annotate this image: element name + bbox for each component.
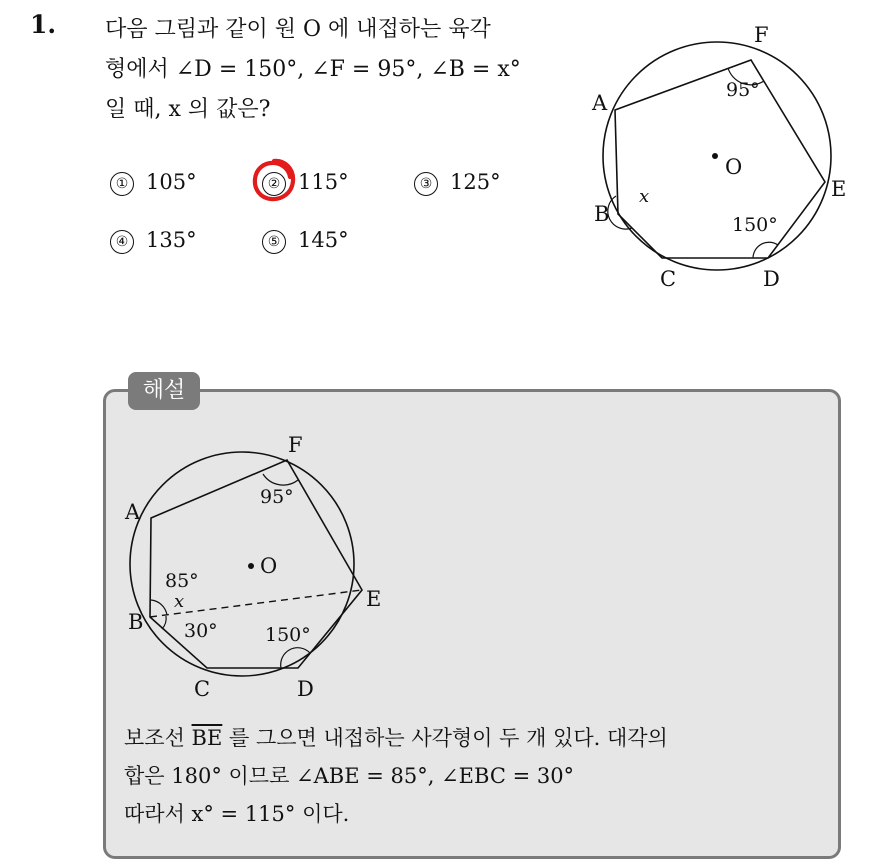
solution-angle-ebc-arc	[162, 616, 166, 629]
solution-circle-o	[130, 452, 354, 676]
choice-4-number: ④	[110, 230, 134, 254]
solution-angle-d-label: 150°	[265, 624, 311, 646]
solution-line-3: 따라서 x° = 115° 이다.	[124, 802, 350, 826]
choice-5[interactable]	[262, 228, 349, 254]
solution-vertex-b-label: B	[128, 610, 144, 634]
vertex-f-label: F	[754, 23, 769, 47]
solution-center-point	[248, 563, 254, 569]
solution-tab: 해설	[128, 372, 200, 410]
hexagon	[615, 60, 825, 258]
solution-angle-f-arc	[263, 474, 298, 485]
solution-line-1-prefix: 보조선	[124, 726, 185, 750]
solution-vertex-f-label: F	[288, 433, 303, 457]
solution-line-1-suffix: 를 그으면 내접하는 사각형이 두 개 있다. 대각의	[229, 726, 668, 750]
vertex-c-label: C	[660, 267, 677, 291]
vertex-e-label: E	[831, 177, 847, 201]
answer-mark-icon	[249, 155, 299, 205]
solution-angle-abe-label: 85°	[165, 570, 199, 592]
solution-hexagon	[150, 460, 362, 668]
choice-1[interactable]	[110, 170, 197, 196]
angle-d-label: 150°	[732, 214, 778, 236]
solution-vertex-e-label: E	[366, 587, 382, 611]
choice-4[interactable]	[110, 228, 197, 254]
solution-angle-f-label: 95°	[260, 486, 294, 508]
choice-5-number: ⑤	[262, 230, 286, 254]
choice-3[interactable]	[414, 170, 501, 196]
solution-line-1	[124, 722, 668, 752]
solution-vertex-d-label: D	[297, 677, 314, 701]
angle-f-label: 95°	[726, 79, 760, 101]
solution-angle-abe-arc	[151, 600, 167, 615]
choice-4-value: 135°	[146, 228, 197, 252]
segment-be: $\overline{BE}$	[191, 726, 223, 750]
solution-vertex-a-label: A	[125, 500, 141, 524]
solution-line-2: 합은 180° 이므로 ∠ABE = 85°, ∠EBC = 30°	[124, 764, 575, 788]
solution-figure	[118, 430, 408, 708]
solution-vertex-c-label: C	[194, 677, 211, 701]
choice-1-number: ①	[110, 172, 134, 196]
center-label: O	[725, 155, 743, 179]
vertex-d-label: D	[763, 267, 780, 291]
vertex-a-label: A	[592, 91, 608, 115]
solution-angle-x-label: x	[174, 591, 185, 612]
choice-1-value: 105°	[146, 170, 197, 194]
angle-b-label: x	[639, 186, 650, 207]
question-figure	[585, 18, 875, 298]
solution-center-label: O	[260, 554, 278, 578]
center-point	[712, 153, 718, 159]
choice-2-value: 115°	[298, 170, 349, 194]
question-number: 1.	[30, 10, 57, 39]
question-text-line-3: 일 때, x 의 값은?	[105, 97, 271, 122]
choice-3-value: 125°	[450, 170, 501, 194]
vertex-b-label: B	[594, 202, 610, 226]
choice-2-number: ②	[262, 172, 286, 196]
solution-angle-ebc-label: 30°	[184, 620, 218, 642]
choice-5-value: 145°	[298, 228, 349, 252]
choice-3-number: ③	[414, 172, 438, 196]
question-text-line-1: 다음 그림과 같이 원 O 에 내접하는 육각	[105, 17, 491, 42]
question-text-line-2: 형에서 ∠D = 150°, ∠F = 95°, ∠B = x°	[105, 57, 521, 82]
